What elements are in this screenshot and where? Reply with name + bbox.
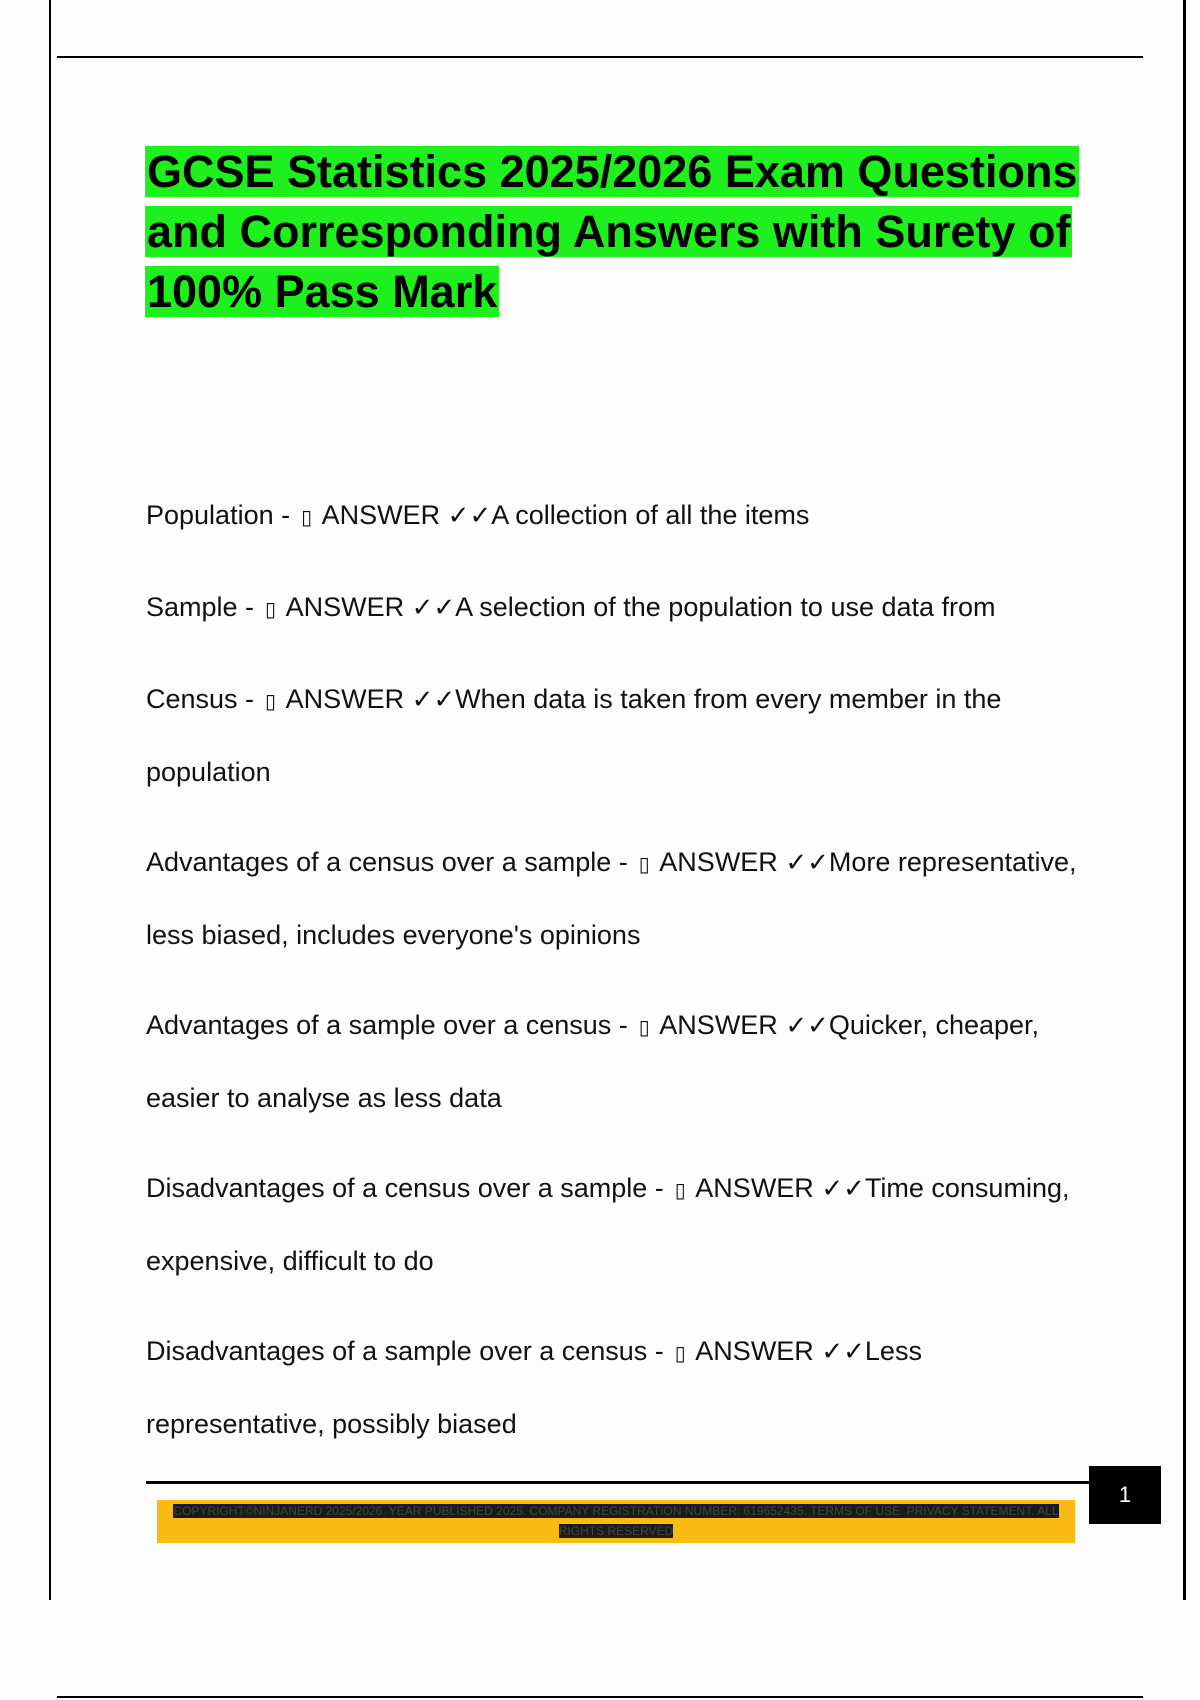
- title-highlight: GCSE Statistics 2025/2026 Exam Questions and Corresponding Answers with Surety of 100% Pass Mark: [147, 146, 1078, 317]
- qa-answer: Time consuming, expensive, difficult to do: [146, 1173, 1070, 1276]
- qa-answer: More representative, less biased, includes everyone's opinions: [146, 847, 1077, 950]
- qa-term: Advantages of a sample over a census: [146, 1010, 612, 1040]
- double-check-icon: ✓✓: [411, 593, 456, 623]
- qa-term: Disadvantages of a census over a sample: [146, 1173, 648, 1203]
- qa-item: Disadvantages of a sample over a census - ▯ ANSWER ✓✓Less representative, possibly biased: [146, 1316, 1106, 1460]
- qa-term: Disadvantages of a sample over a census: [146, 1336, 648, 1366]
- qa-term: Advantages of a census over a sample: [146, 847, 612, 877]
- double-check-icon: ✓✓: [821, 1337, 865, 1367]
- qa-answer: When data is taken from every member in the population: [146, 684, 1002, 787]
- qa-answer-marker: ANSWER: [659, 1010, 778, 1040]
- qa-answer-marker: ANSWER: [695, 1336, 814, 1366]
- qa-term: Census: [146, 684, 238, 714]
- qa-item: Advantages of a sample over a census - ▯ ANSWER ✓✓Quicker, cheaper, easier to analyse as less data: [146, 990, 1106, 1134]
- missing-glyph-icon: ▯: [674, 1341, 686, 1365]
- missing-glyph-icon: ▯: [265, 597, 277, 621]
- qa-answer: Quicker, cheaper, easier to analyse as less data: [146, 1010, 1040, 1113]
- page-border-left: [49, 0, 51, 1600]
- footer-rule: [146, 1481, 1091, 1484]
- qa-answer-marker: ANSWER: [695, 1173, 814, 1203]
- qa-term: Sample: [146, 592, 238, 622]
- qa-term: Population: [146, 500, 274, 530]
- qa-item: Population - ▯ ANSWER ✓✓A collection of all the items: [146, 480, 1106, 553]
- double-check-icon: ✓✓: [785, 1011, 829, 1041]
- page-border-right: [1183, 0, 1186, 1600]
- qa-answer-marker: ANSWER: [321, 500, 441, 530]
- qa-answer: A selection of the population to use data from: [455, 592, 996, 622]
- double-check-icon: ✓✓: [821, 1174, 865, 1204]
- qa-answer: Less representative, possibly biased: [146, 1336, 922, 1439]
- missing-glyph-icon: ▯: [638, 852, 650, 876]
- double-check-icon: ✓✓: [785, 848, 829, 878]
- qa-item: Advantages of a census over a sample - ▯ ANSWER ✓✓More representative, less biased, includes everyone's opinions: [146, 827, 1106, 971]
- qa-answer-marker: ANSWER: [285, 684, 405, 714]
- qa-item: Sample - ▯ ANSWER ✓✓A selection of the population to use data from: [146, 572, 1106, 645]
- qa-answer: A collection of all the items: [491, 500, 810, 530]
- qa-list: [146, 480, 1106, 1479]
- qa-answer-marker: ANSWER: [659, 847, 778, 877]
- double-check-icon: ✓✓: [411, 685, 456, 715]
- qa-item: Census - ▯ ANSWER ✓✓When data is taken from every member in the population: [146, 664, 1106, 808]
- missing-glyph-icon: ▯: [265, 689, 277, 713]
- missing-glyph-icon: ▯: [638, 1015, 650, 1039]
- double-check-icon: ✓✓: [447, 501, 492, 531]
- missing-glyph-icon: ▯: [674, 1178, 686, 1202]
- missing-glyph-icon: ▯: [301, 505, 313, 529]
- qa-answer-marker: ANSWER: [285, 592, 405, 622]
- header-rule: [57, 56, 1143, 58]
- qa-item: Disadvantages of a census over a sample - ▯ ANSWER ✓✓Time consuming, expensive, difficult to do: [146, 1153, 1106, 1297]
- next-page-rule: [57, 1696, 1143, 1698]
- document-title: [145, 142, 1105, 322]
- copyright-footer: [157, 1500, 1075, 1543]
- page-number: 1: [1089, 1466, 1161, 1524]
- copyright-text: COPYRIGHT©NINJANERD 2025/2026. YEAR PUBLISHED 2025. COMPANY REGISTRATION NUMBER: 619652435. TERMS OF USE. PRIVACY STATEMENT. ALL RIGHTS RESERVED: [173, 1504, 1059, 1538]
